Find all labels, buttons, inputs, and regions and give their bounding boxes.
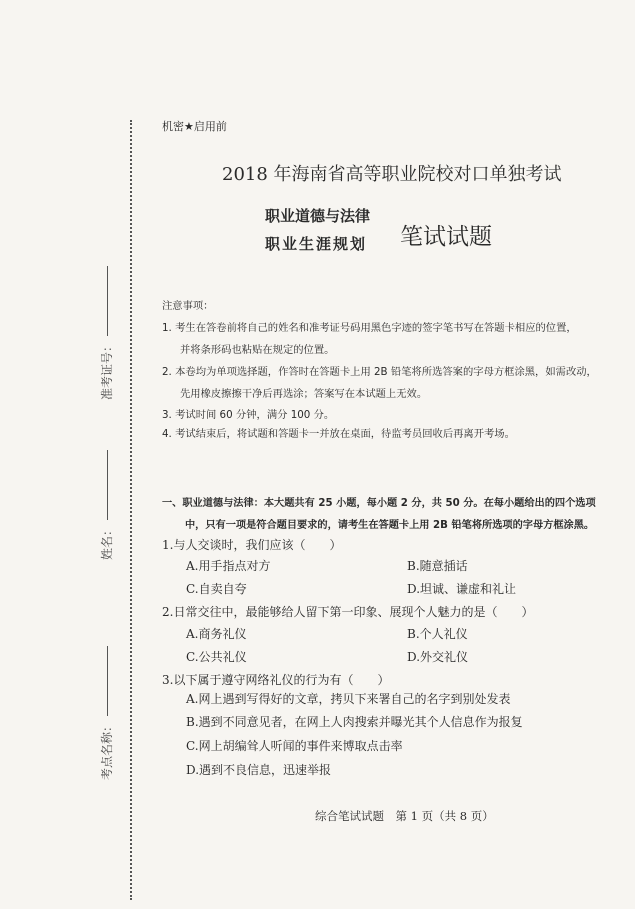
note-item: 先用橡皮擦擦干净后再选涂；答案写在本试题上无效。: [180, 388, 428, 400]
section-heading: 一、职业道德与法律：本大题共有 25 小题，每小题 2 分，共 50 分。在每小题给出的四个选项: [162, 498, 596, 509]
option-d: D.坦诚、谦虚和礼让: [407, 582, 517, 596]
paper-type: 笔试试题: [400, 224, 492, 250]
site-blank: [106, 646, 108, 716]
note-item: 2. 本卷均为单项选择题，作答时在答题卡上用 2B 铅笔将所选答案的字母方框涂黑，如需改动，: [162, 366, 597, 378]
exam-number-field: [98, 266, 115, 400]
question-stem: 1.与人交谈时，我们应该（ ）: [162, 538, 342, 552]
note-item: 3. 考试时间 60 分钟，满分 100 分。: [162, 409, 335, 421]
option-d: D.外交礼仪: [407, 650, 469, 664]
option-c: C.网上胡编耸人听闻的事件来博取点击率: [186, 739, 403, 753]
subject-ethics-law: 职业道德与法律: [265, 207, 371, 225]
section-instruction: 中，只有一项是符合题目要求的，请考生在答题卡上用 2B 铅笔将所选项的字母方框涂黑。: [185, 520, 595, 531]
confidential-label: 机密★启用前: [162, 120, 227, 133]
note-item: 4. 考试结束后，将试题和答题卡一并放在桌面，待监考员回收后再离开考场。: [162, 428, 515, 440]
site-field: [98, 646, 115, 780]
option-b: B.个人礼仪: [407, 627, 468, 641]
name-field: [98, 450, 115, 560]
option-d: D.遇到不良信息，迅速举报: [186, 763, 332, 777]
exam-number-label: 准考证号：: [100, 339, 114, 400]
notes-heading: 注意事项：: [162, 300, 214, 312]
option-b: B.遇到不同意见者，在网上人肉搜索并曝光其个人信息作为报复: [186, 715, 523, 729]
subject-career-planning: 职业生涯规划: [265, 235, 368, 253]
question-stem: 3.以下属于遵守网络礼仪的行为有（ ）: [162, 673, 390, 687]
option-a: A.网上遇到写得好的文章，拷贝下来署自己的名字到别处发表: [186, 692, 511, 706]
name-label: 姓名：: [100, 523, 114, 560]
option-a: A.用手指点对方: [186, 559, 271, 573]
site-label: 考点名称：: [100, 719, 114, 780]
exam-title: 2018 年海南省高等职业院校对口单独考试: [222, 164, 562, 185]
question-stem: 2.日常交往中，最能够给人留下第一印象、展现个人魅力的是（ ）: [162, 605, 534, 619]
binding-dotted-line: [130, 120, 132, 900]
page-footer: 综合笔试试题 第 1 页（共 8 页）: [315, 809, 494, 823]
note-item: 并将条形码也粘贴在规定的位置。: [180, 344, 335, 356]
option-a: A.商务礼仪: [186, 627, 247, 641]
exam-number-blank: [106, 266, 108, 336]
name-blank: [106, 450, 108, 520]
option-b: B.随意插话: [407, 559, 468, 573]
note-item: 1. 考生在答卷前将自己的姓名和准考证号码用黑色字迹的签字笔书写在答题卡相应的位置，: [162, 322, 577, 334]
option-c: C.自卖自夸: [186, 582, 247, 596]
option-c: C.公共礼仪: [186, 650, 247, 664]
